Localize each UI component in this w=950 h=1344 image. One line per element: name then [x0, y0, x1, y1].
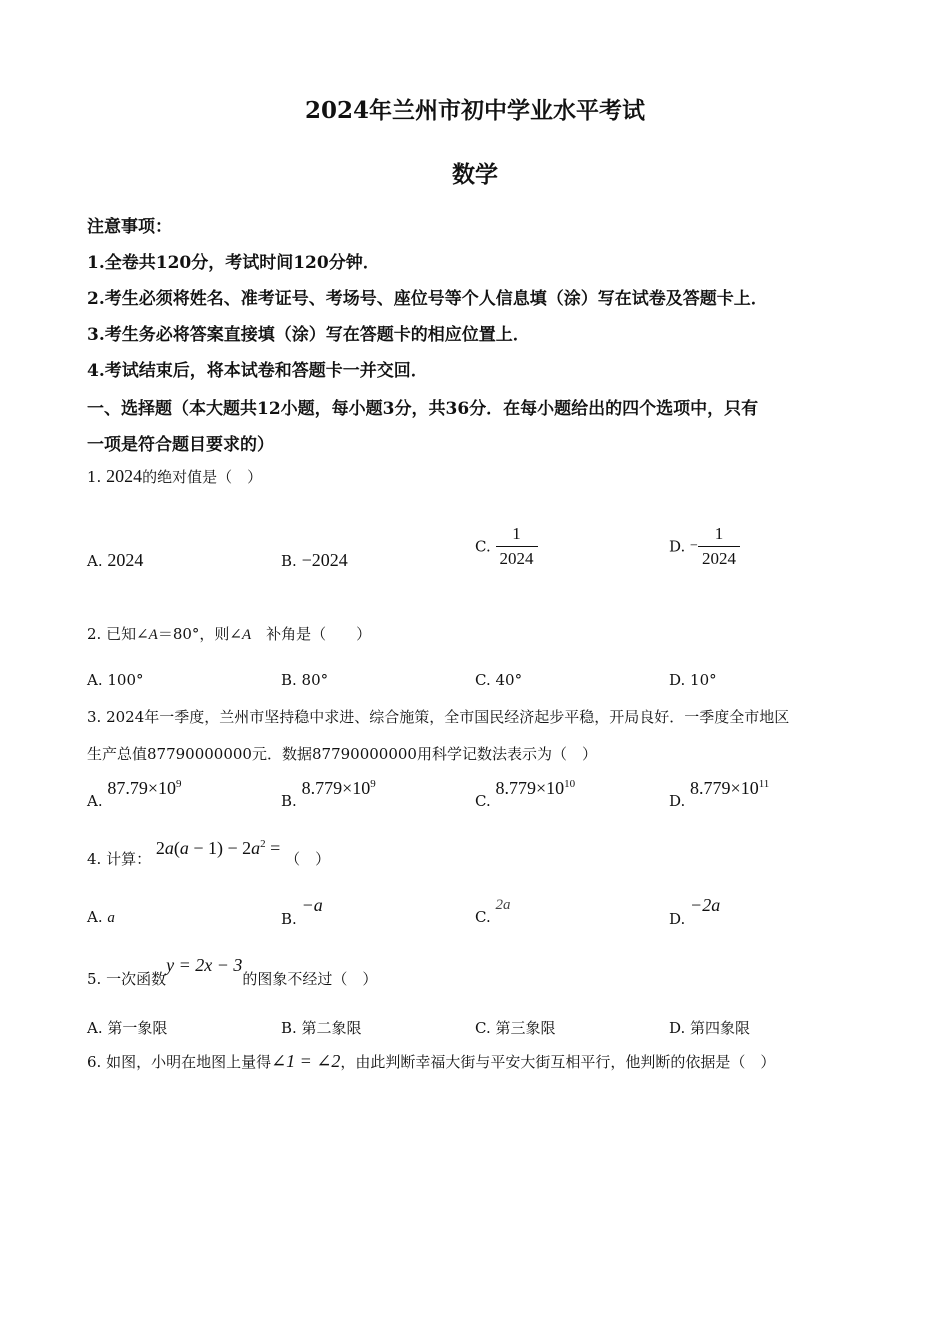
q1-option-c: [475, 524, 538, 569]
option-value: [496, 778, 576, 798]
q2-option-c: C. 40°: [475, 671, 523, 689]
question-number: 1.: [87, 468, 102, 486]
q3-option-d: [669, 778, 770, 810]
subject-title: 数学: [452, 161, 498, 188]
base: 8.779×10: [301, 778, 371, 798]
option-label: C.: [475, 792, 491, 810]
option-value: a: [107, 910, 115, 926]
numerator: 1: [512, 524, 521, 543]
q5-option-c: C. 第三象限: [475, 1019, 556, 1037]
answer-bracket: （ ）: [285, 850, 331, 868]
expr-part: a: [251, 838, 261, 858]
notice-item-3: 3.考生务必将答案直接填（涂）写在答题卡的相应位置上．: [87, 325, 530, 345]
exponent: 11: [758, 778, 770, 790]
q5-option-b: B. 第二象限: [281, 1019, 362, 1037]
option-value: −2024: [301, 550, 348, 570]
section-heading: 一、选择题（本大题共12小题，每小题3分，共36分．在每小题给出的四个选项中，只有: [87, 399, 759, 419]
q1-option-a: [87, 550, 143, 571]
option-value: 2024: [107, 550, 144, 570]
page-title: 2024年兰州市初中学业水平考试: [304, 97, 645, 124]
exponent: 2: [260, 838, 266, 850]
denominator: 2024: [698, 546, 740, 569]
math-variable: A: [241, 627, 252, 643]
option-label: A.: [87, 552, 103, 570]
notice-heading: 注意事项：: [87, 217, 172, 237]
math-variable: A: [148, 627, 158, 643]
question-3-line-2: 生产总值87790000000元．数据87790000000用科学记数法表示为（ ）: [87, 745, 597, 763]
q2-option-a: A. 100°: [87, 671, 144, 689]
question-2: [87, 623, 371, 644]
numerator: 1: [714, 524, 724, 543]
option-label: B.: [281, 552, 297, 570]
question-text: 的图象不经过（ ）: [242, 970, 378, 988]
expr-part: a: [179, 838, 189, 858]
option-label: D.: [669, 792, 686, 810]
option-value: [690, 778, 769, 798]
section-heading-cont: 一项是符合题目要求的）: [87, 435, 274, 455]
exponent: 9: [176, 778, 182, 790]
question-6: [87, 1051, 775, 1072]
question-text: 4. 计算：: [87, 850, 152, 868]
q1-option-b: [281, 550, 348, 571]
q3-option-a: [87, 778, 182, 810]
option-label: A.: [87, 792, 103, 810]
base: 87.79×10: [107, 778, 177, 798]
q3-option-b: [281, 778, 376, 810]
question-1: [87, 466, 262, 487]
q4-option-b: [281, 895, 323, 928]
option-value: −2a: [690, 895, 721, 915]
option-value: −a: [301, 895, 323, 915]
q4-option-a: [87, 908, 115, 927]
q3-option-c: [475, 778, 576, 810]
base: 8.779×10: [690, 778, 759, 798]
exponent: 10: [564, 778, 576, 790]
option-label: C.: [475, 537, 491, 556]
question-text: 补角是（ ）: [251, 625, 372, 643]
option-value: [107, 778, 181, 798]
q2-option-b: B. 80°: [281, 671, 329, 689]
math-expression: 2024: [106, 466, 143, 486]
expr-part: a: [164, 838, 174, 858]
question-5: [87, 955, 378, 988]
math-expression: ∠1 = ∠2: [271, 1051, 341, 1071]
fraction: [496, 524, 538, 569]
option-label: D.: [669, 537, 686, 556]
option-label: B.: [281, 792, 297, 810]
option-label: D.: [669, 910, 686, 928]
option-label: A.: [87, 908, 103, 926]
question-text: 的绝对值是（ ）: [142, 468, 263, 486]
question-4: [87, 838, 331, 868]
notice-item-1: 1.全卷共120分，考试时间120分钟．: [87, 253, 380, 273]
question-text: ，由此判断幸福大街与平安大街互相平行，他判断的依据是（ ）: [340, 1053, 776, 1071]
exponent: 9: [370, 778, 376, 790]
question-text: ＝80°，则∠: [157, 625, 242, 643]
option-value: [302, 778, 376, 798]
q5-option-a: A. 第一象限: [87, 1019, 168, 1037]
question-text: 2. 已知∠: [87, 625, 149, 643]
math-expression: [156, 838, 280, 858]
math-expression: y = 2x − 3: [166, 955, 243, 975]
minus-sign: −: [690, 538, 698, 554]
question-text: 6. 如图，小明在地图上量得: [87, 1053, 272, 1071]
option-label: C.: [475, 908, 491, 926]
question-text: 5. 一次函数: [87, 970, 167, 988]
fraction: [698, 524, 740, 569]
denominator: 2024: [496, 546, 538, 569]
q2-option-d: D. 10°: [669, 671, 717, 689]
expr-part: =: [265, 838, 281, 858]
notice-item-2: 2.考生必须将姓名、准考证号、考场号、座位号等个人信息填（涂）写在试卷及答题卡上．: [87, 289, 768, 309]
expr-part: (: [173, 838, 180, 858]
notice-item-4: 4.考试结束后，将本试卷和答题卡一并交回．: [87, 361, 428, 381]
option-label: B.: [281, 910, 297, 928]
option-value: 2a: [495, 897, 511, 913]
q1-option-d: [669, 524, 740, 569]
expr-part: − 1) − 2: [188, 838, 252, 858]
q4-option-c: [475, 895, 511, 926]
base: 8.779×10: [495, 778, 565, 798]
expr-part: 2: [155, 838, 165, 858]
q5-option-d: D. 第四象限: [669, 1019, 751, 1037]
q4-option-d: [669, 895, 721, 928]
question-3-line-1: 3. 2024年一季度，兰州市坚持稳中求进、综合施策，全市国民经济起步平稳，开局良好．一季度全市地区: [87, 708, 790, 726]
